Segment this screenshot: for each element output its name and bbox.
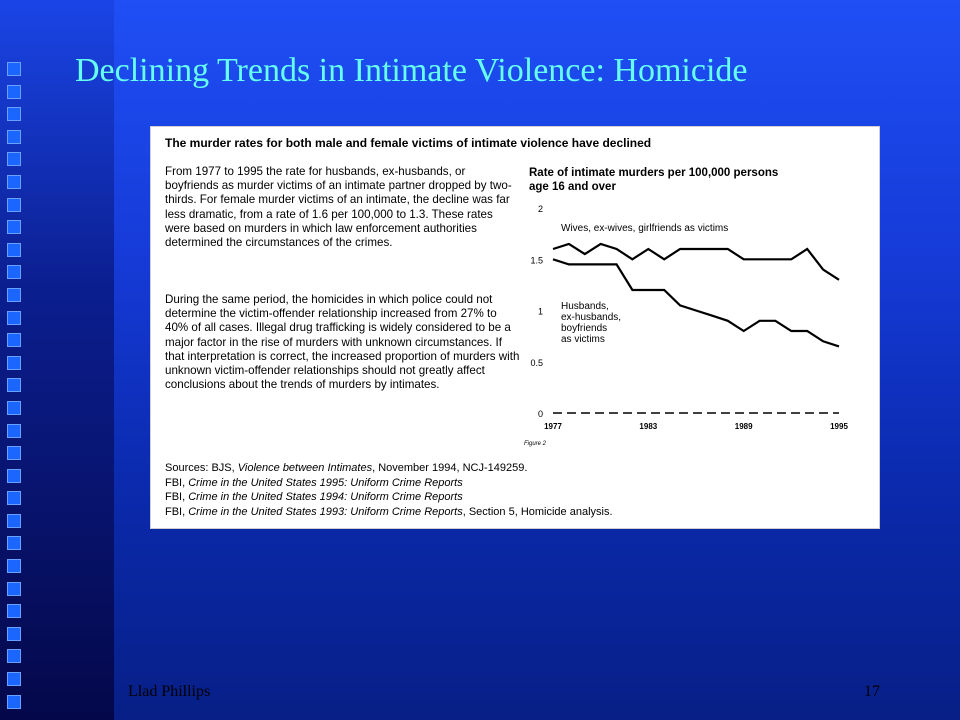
series-line-0 — [553, 244, 839, 280]
x-tick-label: 1983 — [639, 422, 658, 431]
y-tick-label: 1 — [537, 306, 543, 317]
decorative-square — [7, 582, 21, 596]
source-suffix: , Section 5, Homicide analysis. — [462, 505, 613, 518]
decorative-square — [7, 649, 21, 663]
figure-label: Figure 2 — [524, 441, 547, 447]
source-prefix: FBI, — [165, 491, 189, 503]
decorative-square — [7, 288, 21, 302]
decorative-square — [7, 627, 21, 641]
figure-headline: The murder rates for both male and female victims of intimate violence have declined — [165, 136, 652, 150]
decorative-square — [7, 311, 21, 325]
decorative-square — [7, 491, 21, 505]
figure-panel — [150, 126, 880, 529]
decorative-square — [7, 672, 21, 686]
decorative-square — [7, 536, 21, 550]
figure-paragraph-1: From 1977 to 1995 the rate for husbands, ex-husbands, or boyfriends as murder victims of an intimate partner dropped by two-thirds. For female murder victims of an intimate, the decline was far less dramatic, from a rate of 1.6 per 100,000 to 1.3. These rates were based on murders in which law enforcement authorities determined the circumstances of the crimes. — [165, 165, 512, 250]
decorative-square — [7, 446, 21, 460]
y-tick-label: 1.5 — [530, 255, 543, 266]
left-decorative-bar — [0, 0, 114, 720]
series-label-husbands: boyfriends — [561, 323, 608, 334]
decorative-square — [7, 175, 21, 189]
line-chart — [151, 127, 881, 530]
footer-author: Llad Phillips — [128, 683, 211, 700]
source-suffix: , November 1994, NCJ-149259. — [372, 462, 528, 474]
decorative-square — [7, 378, 21, 392]
decorative-square — [7, 130, 21, 144]
decorative-square — [7, 401, 21, 415]
source-prefix: Sources: BJS, — [165, 462, 238, 474]
source-prefix: FBI, — [165, 476, 189, 489]
decorative-square — [7, 559, 21, 573]
x-tick-label: 1977 — [544, 422, 562, 431]
decorative-square — [7, 107, 21, 121]
source-title: Crime in the United States 1995: Uniform Crime Reports — [188, 476, 463, 489]
source-title: Crime in the United States 1994: Uniform Crime Reports — [188, 491, 463, 503]
source-title: Crime in the United States 1993: Uniform Crime Reports — [188, 505, 463, 518]
slide-title: Declining Trends in Intimate Violence: Homicide — [75, 52, 748, 89]
x-tick-label: 1995 — [830, 422, 848, 431]
figure-paragraph-2: During the same period, the homicides in which police could not determine the victim-offender relationship increased from 27% to 40% of all cases. Illegal drug trafficking is widely considered to be a major factor in the rise of murders with unknown circumstances. If that interpretation is correct, the increased proportion of murders with unknown victim-offender relationships should not greatly affect conclusions about the trends of murders by intimates. — [165, 293, 520, 392]
y-tick-label: 2 — [537, 204, 543, 214]
decorative-square — [7, 198, 21, 212]
source-prefix: FBI, — [165, 505, 189, 518]
series-label-husbands: Husbands, — [561, 301, 609, 312]
decorative-square — [7, 424, 21, 438]
series-label-husbands: ex-husbands, — [561, 312, 622, 323]
decorative-square — [7, 243, 21, 257]
y-tick-label: 0.5 — [530, 357, 543, 368]
decorative-square — [7, 220, 21, 234]
decorative-square — [7, 85, 21, 99]
source-title: Violence between Intimates — [237, 462, 373, 474]
page-number: 17 — [864, 683, 880, 700]
decorative-square — [7, 333, 21, 347]
decorative-square — [7, 356, 21, 370]
decorative-square — [7, 152, 21, 166]
chart-title-line-2: age 16 and over — [529, 181, 616, 193]
series-label-wives: Wives, ex-wives, girlfriends as victims — [561, 223, 729, 234]
y-tick-label: 0 — [537, 409, 543, 419]
decorative-squares — [7, 62, 27, 717]
decorative-square — [7, 514, 21, 528]
decorative-square — [7, 695, 21, 709]
decorative-square — [7, 604, 21, 618]
series-label-husbands: as victims — [561, 334, 605, 345]
decorative-square — [7, 265, 21, 279]
decorative-square — [7, 62, 21, 76]
x-tick-label: 1989 — [734, 422, 753, 431]
decorative-square — [7, 469, 21, 483]
chart-title-line-1: Rate of intimate murders per 100,000 persons — [529, 167, 779, 179]
